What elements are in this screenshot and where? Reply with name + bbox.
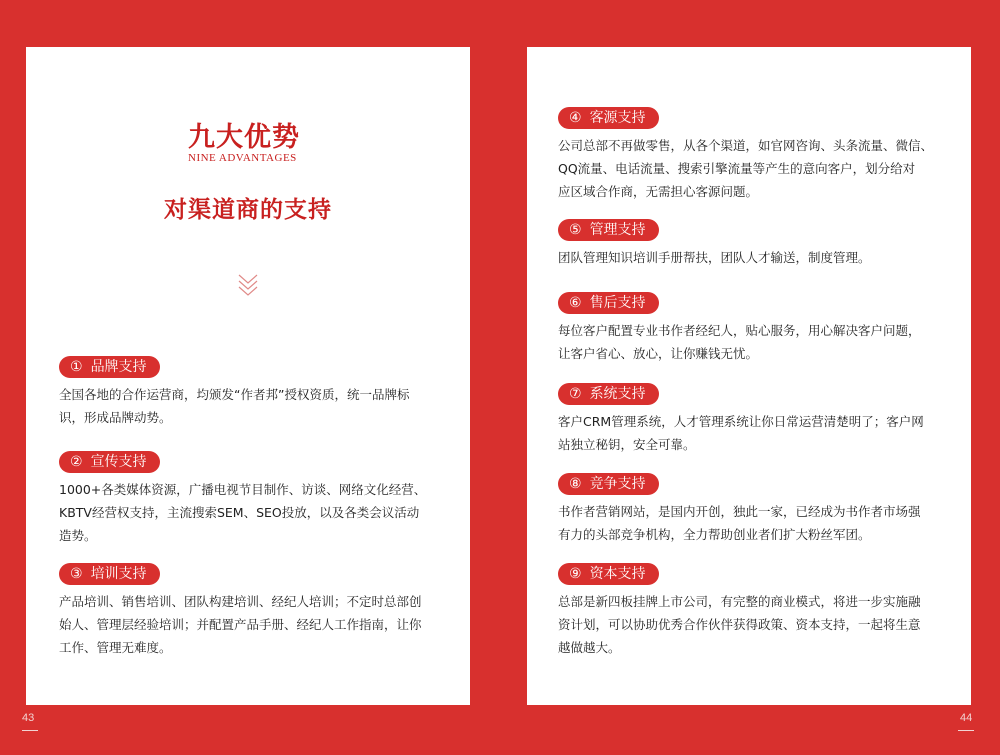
section-number: ② [70, 454, 83, 470]
section-heading-pill [558, 473, 659, 495]
section-training-support [59, 563, 444, 659]
section-heading-pill [558, 292, 659, 314]
section-text: 公司总部不再做零售，从各个渠道，如官网咨询、头条流量、微信、 QQ流量、电话流量、搜索引擎流量等产生的意向客户，划分给对 应区域合作商，无需担心客源问题。 [558, 138, 934, 199]
section-capital-support [558, 563, 953, 659]
section-title: 售后支持 [589, 295, 646, 311]
section-heading-pill [59, 356, 160, 378]
section-number: ③ [70, 566, 83, 582]
section-customer-source-support [558, 107, 953, 203]
section-heading-pill [558, 107, 659, 129]
section-number: ⑨ [569, 566, 582, 582]
section-heading-pill [558, 563, 659, 585]
section-text: 团队管理知识培训手册帮扶，团队人才输送，制度管理。 [558, 250, 871, 265]
page-number-left: 43 [22, 712, 35, 724]
right-page [527, 47, 971, 705]
page-number-underline [958, 730, 974, 731]
section-after-sales-support [558, 292, 953, 365]
section-title: 品牌支持 [90, 359, 147, 375]
section-heading-pill [558, 219, 659, 241]
section-title: 管理支持 [589, 222, 646, 238]
section-text: 产品培训、销售培训、团队构建培训、经纪人培训；不定时总部创 始人、管理层经验培训；并配置产品手册、经纪人工作指南，让你 工作、管理无难度。 [59, 594, 422, 655]
section-text: 书作者营销网站，是国内开创，独此一家，已经成为书作者市场强 有力的头部竞争机构，全力帮助创业者们扩大粉丝军团。 [558, 504, 921, 542]
section-number: ⑧ [569, 476, 582, 492]
section-title: 客源支持 [589, 110, 646, 126]
section-text: 客户CRM管理系统，人才管理系统让你日常运营清楚明了；客户网 站独立秘钥，安全可靠。 [558, 414, 924, 452]
section-system-support [558, 383, 953, 456]
section-number: ⑦ [569, 386, 582, 402]
section-number: ⑥ [569, 295, 582, 311]
section-title: 竞争支持 [589, 476, 646, 492]
section-number: ⑤ [569, 222, 582, 238]
section-text: 每位客户配置专业书作者经纪人，贴心服务，用心解决客户问题， 让客户省心、放心，让你赚钱无忧。 [558, 323, 921, 361]
section-competition-support [558, 473, 953, 546]
title-english: NINE ADVANTAGES [188, 152, 297, 164]
section-title: 系统支持 [589, 386, 646, 402]
section-text: 1000+各类媒体资源，广播电视节目制作、访谈、网络文化经营、 KBTV经营权支持，主流搜索SEM、SEO投放，以及各类会议活动 造势。 [59, 482, 427, 543]
section-title: 宣传支持 [90, 454, 147, 470]
page-number-underline [22, 730, 38, 731]
title-chinese: 九大优势 [188, 122, 300, 153]
section-management-support [558, 219, 953, 269]
section-brand-support [59, 356, 444, 429]
section-title: 培训支持 [90, 566, 147, 582]
page-number-right: 44 [960, 712, 973, 724]
section-number: ④ [569, 110, 582, 126]
section-title: 资本支持 [589, 566, 646, 582]
section-text: 总部是新四板挂牌上市公司，有完整的商业模式，将进一步实施融 资计划，可以协助优秀合作伙伴获得政策、资本支持，一起将生意 越做越大。 [558, 594, 921, 655]
page-subtitle: 对渠道商的支持 [164, 197, 332, 223]
section-text: 全国各地的合作运营商，均颁发“作者邦”授权资质，统一品牌标 识，形成品牌动势。 [59, 387, 410, 425]
section-number: ① [70, 359, 83, 375]
triple-chevron-down-icon [237, 272, 259, 298]
section-heading-pill [59, 563, 160, 585]
section-heading-pill [59, 451, 160, 473]
section-heading-pill [558, 383, 659, 405]
section-publicity-support [59, 451, 444, 547]
left-page [26, 47, 470, 705]
